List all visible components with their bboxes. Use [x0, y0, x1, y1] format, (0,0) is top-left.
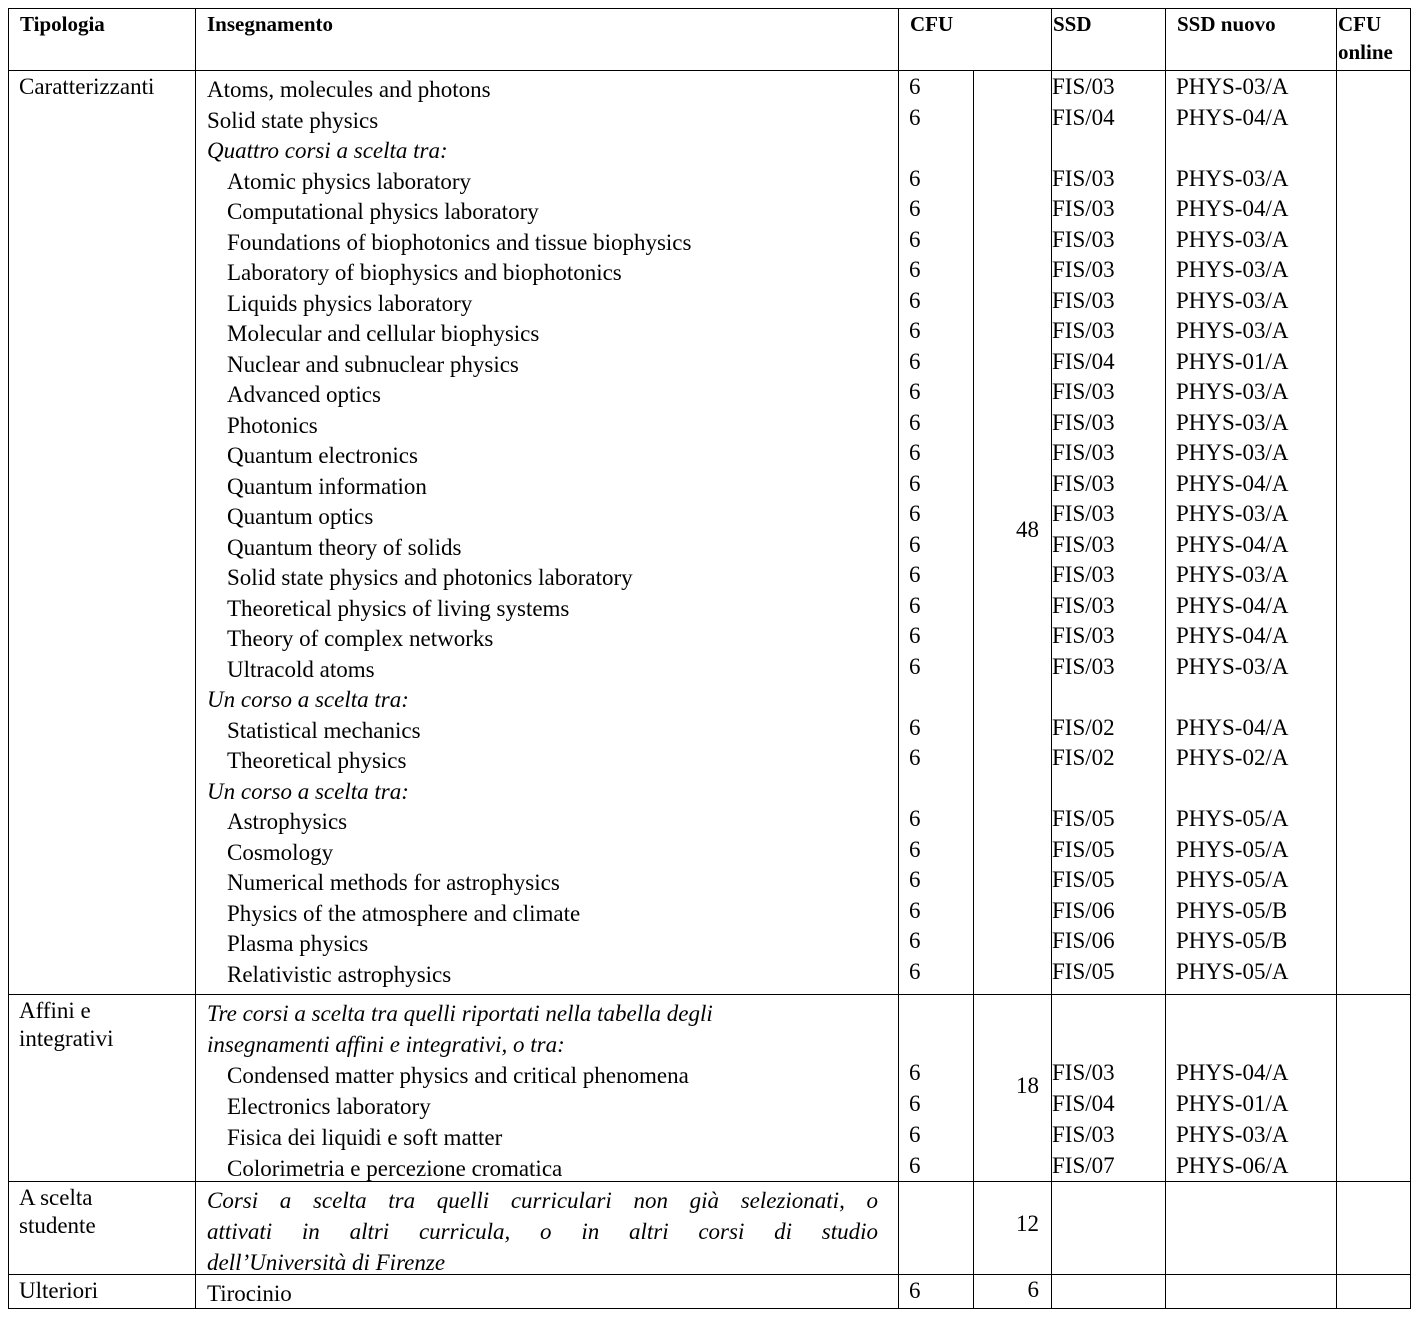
course-ssd-new: PHYS-01/A	[1176, 348, 1289, 374]
course-cfu: 6	[909, 714, 921, 740]
course-name: Atomic physics laboratory	[227, 168, 472, 194]
course-ssd-new: PHYS-05/A	[1176, 806, 1289, 831]
course-ssd: FIS/03	[1052, 501, 1115, 526]
column-divider	[973, 70, 974, 1308]
header-cfu-online-2: online	[1338, 40, 1393, 64]
course-ssd-new: PHYS-04/A	[1176, 1060, 1289, 1085]
course-ssd: FIS/03	[1052, 470, 1115, 496]
course-name: Liquids physics laboratory	[227, 290, 473, 316]
course-name: Fisica dei liquidi e soft matter	[227, 1125, 503, 1150]
course-ssd-new: PHYS-05/B	[1176, 897, 1288, 923]
course-ssd: FIS/03	[1052, 287, 1115, 313]
course-cfu: 6	[909, 562, 921, 587]
course-ssd-new: PHYS-03/A	[1176, 409, 1289, 435]
course-cfu: 6	[909, 165, 921, 191]
course-ssd-new: PHYS-03/A	[1176, 562, 1289, 587]
course-ssd: FIS/03	[1052, 74, 1115, 99]
course-cfu: 6	[909, 74, 921, 99]
course-cfu: 6	[909, 745, 921, 770]
course-cfu: 6	[909, 104, 921, 130]
course-group-note: attivati in altri curricula, o in altri corsi di studio	[207, 1218, 878, 1244]
course-ssd-new: PHYS-03/A	[1176, 165, 1289, 191]
course-ssd-new: PHYS-03/A	[1176, 287, 1289, 313]
course-ssd: FIS/02	[1052, 745, 1115, 770]
course-ssd: FIS/03	[1052, 1122, 1115, 1147]
course-name: Nuclear and subnuclear physics	[227, 351, 519, 377]
course-name: Atoms, molecules and photons	[207, 77, 491, 102]
tipologia-label: studente	[19, 1213, 96, 1238]
course-ssd: FIS/03	[1052, 592, 1115, 618]
course-ssd: FIS/03	[1052, 196, 1115, 221]
curriculum-table	[8, 8, 1411, 1309]
course-ssd-new: PHYS-05/A	[1176, 958, 1289, 984]
course-ssd: FIS/03	[1052, 318, 1115, 343]
tipologia-label: Caratterizzanti	[19, 74, 155, 99]
course-cfu: 6	[909, 623, 921, 648]
course-ssd: FIS/06	[1052, 897, 1115, 923]
course-ssd-new: PHYS-04/A	[1176, 104, 1289, 130]
course-cfu: 6	[909, 867, 921, 892]
course-ssd: FIS/05	[1052, 836, 1115, 862]
course-ssd: FIS/07	[1052, 1153, 1115, 1178]
course-name: Theoretical physics of living systems	[227, 595, 570, 621]
course-ssd: FIS/04	[1052, 1091, 1115, 1116]
course-ssd: FIS/03	[1052, 440, 1115, 465]
course-name: Colorimetria e percezione cromatica	[227, 1156, 563, 1181]
course-ssd-new: PHYS-06/A	[1176, 1153, 1289, 1178]
course-group-note: Un corso a scelta tra:	[207, 778, 409, 804]
header-insegnamento: Insegnamento	[207, 12, 334, 36]
course-ssd-new: PHYS-03/A	[1176, 501, 1289, 526]
course-name: Tirocinio	[207, 1281, 292, 1306]
course-ssd: FIS/03	[1052, 379, 1115, 404]
tipologia-label: integrativi	[19, 1026, 114, 1051]
course-ssd: FIS/03	[1052, 623, 1115, 648]
course-name: Condensed matter physics and critical phenomena	[227, 1063, 689, 1088]
course-ssd-new: PHYS-04/A	[1176, 196, 1289, 221]
column-divider	[1410, 8, 1411, 1309]
course-name: Theoretical physics	[227, 748, 407, 773]
course-name: Cosmology	[227, 839, 334, 865]
course-group-note: Quattro corsi a scelta tra:	[207, 138, 448, 163]
course-ssd-new: PHYS-03/A	[1176, 226, 1289, 252]
course-name: Solid state physics and photonics laboratory	[227, 565, 633, 590]
course-ssd-new: PHYS-04/A	[1176, 592, 1289, 618]
header-cfu: CFU	[910, 12, 954, 36]
course-cfu: 6	[909, 409, 921, 435]
section-total-cfu: 18	[1016, 1073, 1039, 1098]
course-ssd: FIS/04	[1052, 348, 1115, 374]
course-ssd-new: PHYS-03/A	[1176, 379, 1289, 404]
course-name: Photonics	[227, 412, 318, 438]
course-ssd-new: PHYS-04/A	[1176, 623, 1289, 648]
section-total-cfu: 6	[1027, 1277, 1039, 1302]
column-divider	[1165, 8, 1166, 1309]
course-name: Astrophysics	[227, 809, 348, 834]
course-ssd: FIS/03	[1052, 653, 1115, 679]
row-divider	[8, 70, 1411, 71]
course-name: Advanced optics	[227, 382, 381, 407]
course-name: Laboratory of biophysics and biophotonics	[227, 260, 622, 285]
course-ssd-new: PHYS-04/A	[1176, 531, 1289, 557]
course-name: Statistical mechanics	[227, 717, 421, 743]
course-name: Quantum information	[227, 473, 427, 499]
course-group-note: insegnamenti affini e integrativi, o tra:	[207, 1032, 565, 1057]
tipologia-label: Affini e	[19, 998, 91, 1023]
tipologia-label: Ulteriori	[19, 1278, 99, 1303]
course-ssd: FIS/03	[1052, 257, 1115, 282]
column-divider	[1336, 8, 1337, 1309]
course-cfu: 6	[909, 501, 921, 526]
course-cfu: 6	[909, 257, 921, 282]
column-divider	[195, 8, 196, 1309]
course-cfu: 6	[909, 836, 921, 862]
course-ssd-new: PHYS-01/A	[1176, 1091, 1289, 1116]
course-cfu: 6	[909, 531, 921, 557]
course-ssd-new: PHYS-03/A	[1176, 1122, 1289, 1147]
course-cfu: 6	[909, 958, 921, 984]
course-ssd: FIS/04	[1052, 104, 1115, 130]
course-ssd: FIS/02	[1052, 714, 1115, 740]
course-ssd-new: PHYS-04/A	[1176, 470, 1289, 496]
course-name: Quantum optics	[227, 504, 374, 529]
course-ssd: FIS/03	[1052, 165, 1115, 191]
course-ssd-new: PHYS-03/A	[1176, 257, 1289, 282]
course-group-note: Tre corsi a scelta tra quelli riportati nella tabella degli	[207, 1001, 713, 1026]
course-ssd-new: PHYS-03/A	[1176, 74, 1289, 99]
course-ssd: FIS/05	[1052, 958, 1115, 984]
row-divider	[8, 8, 1411, 9]
course-name: Theory of complex networks	[227, 626, 494, 651]
course-ssd-new: PHYS-05/B	[1176, 928, 1288, 953]
header-cfu-online: CFU	[1338, 12, 1382, 36]
header-tipologia: Tipologia	[20, 12, 105, 36]
course-name: Computational physics laboratory	[227, 199, 539, 224]
course-cfu: 6	[909, 928, 921, 953]
header-ssd: SSD	[1053, 12, 1092, 36]
course-name: Molecular and cellular biophysics	[227, 321, 540, 346]
course-cfu: 6	[909, 592, 921, 618]
course-ssd: FIS/03	[1052, 1060, 1115, 1085]
course-cfu: 6	[909, 653, 921, 679]
course-cfu: 6	[909, 287, 921, 313]
course-ssd: FIS/03	[1052, 226, 1115, 252]
course-cfu: 6	[909, 226, 921, 252]
course-ssd: FIS/03	[1052, 531, 1115, 557]
course-cfu: 6	[909, 806, 921, 831]
course-ssd: FIS/03	[1052, 562, 1115, 587]
course-cfu: 6	[909, 897, 921, 923]
course-cfu: 6	[909, 1278, 921, 1303]
course-ssd-new: PHYS-04/A	[1176, 714, 1289, 740]
course-cfu: 6	[909, 470, 921, 496]
course-name: Plasma physics	[227, 931, 369, 956]
header-ssd-nuovo: SSD nuovo	[1177, 12, 1276, 36]
course-name: Numerical methods for astrophysics	[227, 870, 560, 895]
course-name: Ultracold atoms	[227, 656, 375, 682]
course-cfu: 6	[909, 318, 921, 343]
course-cfu: 6	[909, 1091, 921, 1116]
course-ssd-new: PHYS-02/A	[1176, 745, 1289, 770]
column-divider	[8, 8, 9, 1309]
course-cfu: 6	[909, 1060, 921, 1085]
course-ssd-new: PHYS-05/A	[1176, 867, 1289, 892]
course-name: Quantum electronics	[227, 443, 418, 468]
course-name: Solid state physics	[207, 107, 379, 133]
section-total-cfu: 12	[1016, 1211, 1039, 1236]
course-cfu: 6	[909, 1122, 921, 1147]
course-ssd-new: PHYS-03/A	[1176, 318, 1289, 343]
course-cfu: 6	[909, 196, 921, 221]
course-ssd: FIS/05	[1052, 806, 1115, 831]
course-cfu: 6	[909, 1153, 921, 1178]
course-ssd-new: PHYS-03/A	[1176, 440, 1289, 465]
course-group-note: Corsi a scelta tra quelli curriculari non già selezionati, o	[207, 1188, 878, 1213]
course-ssd: FIS/05	[1052, 867, 1115, 892]
row-divider	[8, 1181, 1411, 1182]
course-ssd: FIS/03	[1052, 409, 1115, 435]
course-name: Foundations of biophotonics and tissue biophysics	[227, 229, 692, 255]
row-divider	[8, 994, 1411, 995]
course-name: Electronics laboratory	[227, 1094, 431, 1119]
tipologia-label: A scelta	[19, 1185, 93, 1210]
section-total-cfu: 48	[1016, 517, 1039, 542]
course-group-note: Un corso a scelta tra:	[207, 687, 409, 712]
course-ssd-new: PHYS-03/A	[1176, 653, 1289, 679]
course-cfu: 6	[909, 379, 921, 404]
course-name: Physics of the atmosphere and climate	[227, 900, 581, 926]
course-ssd-new: PHYS-05/A	[1176, 836, 1289, 862]
course-group-note: dell’Università di Firenze	[207, 1249, 446, 1275]
course-ssd: FIS/06	[1052, 928, 1115, 953]
course-cfu: 6	[909, 348, 921, 374]
course-name: Relativistic astrophysics	[227, 961, 452, 987]
column-divider	[898, 8, 899, 1309]
course-cfu: 6	[909, 440, 921, 465]
course-name: Quantum theory of solids	[227, 534, 462, 560]
